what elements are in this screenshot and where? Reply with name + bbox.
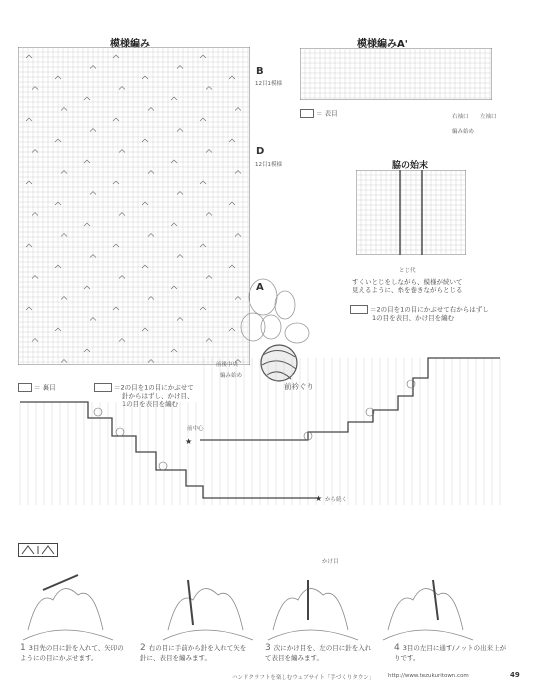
stitch-symbol: [229, 265, 235, 268]
yarn-start-label: 編み始め: [220, 373, 243, 379]
stitch-symbol: [26, 181, 32, 184]
front-center-label: 前中心: [187, 426, 204, 432]
main-pattern-chart: [18, 47, 250, 365]
stitch-symbol: [206, 213, 212, 216]
purl-legend-text: ＝ 裏目: [34, 383, 56, 392]
stitch-symbol: [26, 244, 32, 247]
step-2-text: 右の目に手前から針を入れて矢を針に、表目を編みます。: [140, 644, 247, 663]
stitch-symbol: [84, 160, 90, 163]
stitch-symbol: [84, 97, 90, 100]
side-note-line1: すくいとじをしながら、模様が続いて: [352, 278, 463, 286]
seam-allowance-label: とじ代: [399, 268, 416, 274]
label-d: D: [256, 146, 265, 157]
step-1: [20, 642, 130, 663]
step-illustrations: [18, 560, 518, 650]
side-seam-chart: [356, 170, 466, 255]
stitch-symbol: [61, 234, 67, 237]
stitch-symbol: [171, 286, 177, 289]
label-a: A: [256, 282, 264, 293]
a-prime-legend: [300, 109, 338, 118]
step-1-text: 3目先の目に針を入れて、矢印のようにの目にかぶせます。: [20, 644, 124, 663]
stitch-symbol: [84, 223, 90, 226]
knit-legend-text: ＝ 表目: [316, 109, 338, 118]
dec-legend-line3: 1の目を表目を編む: [122, 400, 179, 409]
right-cuff-label: 右袖口: [452, 114, 469, 120]
step-4-text: 3目の左目に通す/ノットの出来上がりです。: [394, 644, 507, 663]
side-legend-line2: 1の目を表目、かけ目を編む: [372, 314, 455, 322]
stitch-symbol: [84, 286, 90, 289]
footer-url[interactable]: http://www.tezukuritown.com: [388, 673, 469, 679]
a-prime-chart: [300, 48, 492, 100]
yarn-over-label: かけ目: [322, 559, 339, 565]
dec-legend-line2: 針からはずし、かけ目、: [122, 392, 194, 400]
page-number: 49: [510, 671, 520, 679]
stitch-symbol: [119, 213, 125, 216]
main-chart-title: 模様編み: [110, 39, 150, 50]
step-2-number: 2: [140, 643, 146, 653]
step-3: [265, 642, 375, 663]
step-3-text: 次にかけ目を、左の目に針を入れて表目を編みます。: [265, 644, 372, 663]
svg-text:★: ★: [315, 494, 323, 503]
yarn-front-label: 前後中央: [216, 362, 239, 368]
footer-text: ハンドクラフトを楽しむウェブサイト「手づくりタウン」: [232, 675, 375, 681]
repeat-note-2: 12目1模様: [255, 162, 282, 168]
stitch-symbol: [171, 223, 177, 226]
side-note: [352, 278, 463, 295]
stitch-symbol: [26, 307, 32, 310]
dec-legend-box: [350, 305, 368, 314]
a-prime-title: 模様編みA': [357, 39, 408, 50]
stitch-symbol: [229, 202, 235, 205]
side-legend: [350, 305, 489, 322]
stitch-symbol: [229, 76, 235, 79]
step-3-number: 3: [265, 643, 271, 653]
step-1-number: 1: [20, 643, 26, 653]
step-4: [394, 642, 509, 663]
lbl-symbol-icon: [18, 543, 58, 557]
stitch-symbol: [26, 55, 32, 58]
step-4-number: 4: [394, 643, 400, 653]
side-note-line2: 見えるように、糸を巻きながらとじる: [352, 286, 463, 295]
side-legend-line1: ＝2の目を1の目にかぶせて右からはずし: [370, 305, 489, 314]
yarn-caption: 前衿ぐり: [284, 382, 314, 391]
step-2: [140, 642, 250, 663]
stitch-symbol: [61, 108, 67, 111]
continue-label: から続く: [325, 497, 348, 503]
dec-legend-line1: ＝2の目を1の目にかぶせて: [114, 383, 194, 392]
stitch-symbol: [171, 160, 177, 163]
a-prime-start-label: 編み始め: [452, 129, 475, 135]
left-cuff-label: 左袖口: [480, 114, 497, 120]
repeat-note-1: 12目1模様: [255, 81, 282, 87]
stitch-symbol: [229, 139, 235, 142]
stitch-symbol: [171, 97, 177, 100]
side-seam-title: 脇の始末: [392, 161, 429, 171]
svg-text:★: ★: [185, 437, 193, 446]
knit-legend-box: [300, 109, 314, 118]
neckline-chart: [18, 340, 503, 510]
stitch-symbol: [26, 118, 32, 121]
label-b: B: [256, 66, 264, 77]
